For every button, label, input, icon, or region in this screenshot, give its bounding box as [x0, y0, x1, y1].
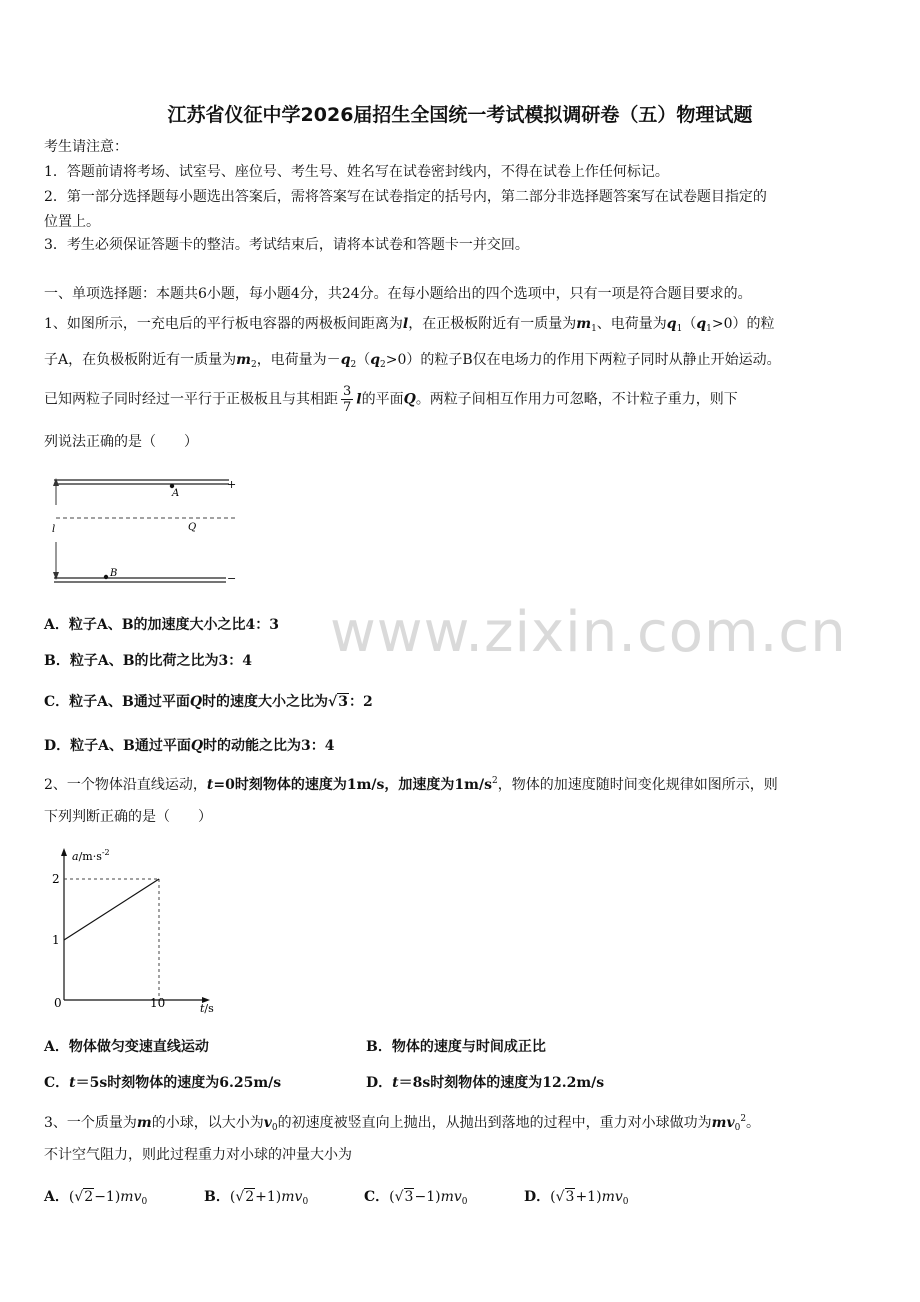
q3-line-1: 3、一个质量为m的小球，以大小为$v_0$的初速度被竖直向上抛出，从抛出到落地的过程中，重力对小球做功为$mv_0^2$。: [44, 1114, 761, 1133]
q1-line-3: 已知两粒子同时经过一平行于正极板且与其相距 $\frac{3}{7}$ l的平面Q。两粒子间相互作用力可忽略，不计粒子重力，则下: [44, 384, 738, 415]
x-tick-10: 10: [150, 996, 166, 1010]
x-axis-label: t/s: [200, 1002, 214, 1014]
q3-option-a: A．$(√2-1)mv_0$: [44, 1189, 148, 1207]
notice-item-3: 3．考生必须保证答题卡的整洁。考试结束后，请将本试卷和答题卡一并交回。: [44, 237, 529, 253]
y-tick-1: 1: [52, 933, 60, 947]
page-title: 江苏省仪征中学2026届招生全国统一考试模拟调研卷（五）物理试题: [167, 104, 753, 126]
x-tick-0: 0: [54, 996, 62, 1010]
watermark: www.zixin.com.cn: [330, 600, 847, 665]
q2-line-1: 2、一个物体沿直线运动，t=0时刻物体的速度为1m/s，加速度为$1m/s^2$，物体的加速度随时间变化规律如图所示，则: [44, 776, 778, 793]
plane-q-label: Q: [188, 522, 197, 533]
notice-item-2-cont: 位置上。: [44, 214, 100, 230]
particle-b: [104, 575, 108, 579]
q1-option-d: D．粒子A、B通过平面Q时的动能之比为3：4: [44, 738, 335, 754]
q1-option-a: A．粒子A、B的加速度大小之比4：3: [44, 617, 280, 633]
q2-option-d: D．t＝8s时刻物体的速度为12.2m/s: [366, 1075, 605, 1091]
q1-option-c: C．粒子A、B通过平面Q时的速度大小之比为√3：2: [44, 694, 373, 710]
q3-line-2: 不计空气阻力，则此过程重力对小球的冲量大小为: [44, 1147, 352, 1163]
particle-a-label: A: [172, 488, 180, 499]
q3-option-d: D．$(√3+1)mv_0$: [524, 1189, 629, 1207]
q1-line-1: 1、如图所示，一充电后的平行板电容器的两极板间距离为l，在正极板附近有一质量为$m_1$、电荷量为$q_1(q_1>0)$的粒: [44, 316, 775, 334]
q2-line-2: 下列判断正确的是（ ）: [44, 809, 212, 825]
plus-label: +: [227, 478, 237, 491]
q1-line-2: 子A，在负极板附近有一质量为$m_2$，电荷量为$-q_2(q_2>0)$的粒子B仅在电场力的作用下两粒子同时从静止开始运动。: [44, 352, 781, 370]
fraction-3-7: $\frac{3}{7}$: [343, 384, 352, 415]
capacitor-figure: [44, 470, 244, 590]
q2-option-a: A．物体做匀变速直线运动: [44, 1039, 209, 1055]
notice-item-2: 2．第一部分选择题每小题选出答案后，需将答案写在试卷指定的括号内，第二部分非选择题答案写在试卷题目指定的: [44, 189, 767, 205]
distance-label: l: [52, 524, 56, 535]
y-tick-2: 2: [52, 872, 60, 886]
section-heading: 一、单项选择题：本题共6小题，每小题4分，共24分。在每小题给出的四个选项中，只有一项是符合题目要求的。: [44, 286, 752, 302]
q2-option-c: C．t＝5s时刻物体的速度为6.25m/s: [44, 1075, 282, 1091]
q2-option-b: B．物体的速度与时间成正比: [366, 1039, 546, 1055]
minus-label: −: [227, 572, 237, 585]
q1-line-4: 列说法正确的是（ ）: [44, 434, 198, 450]
q3-option-c: C．$(√3-1)mv_0$: [364, 1189, 468, 1207]
q1-option-b: B．粒子A、B的比荷之比为3：4: [44, 653, 253, 669]
y-axis-label: $a/m\cdot s^{-2}$: [72, 848, 110, 863]
notice-heading: 考生请注意：: [44, 139, 128, 155]
acceleration-line: [64, 879, 159, 940]
q3-option-b: B．$(√2+1)mv_0$: [204, 1189, 309, 1207]
notice-item-1: 1．答题前请将考场、试室号、座位号、考生号、姓名写在试卷密封线内，不得在试卷上作任何标记。: [44, 164, 669, 180]
acceleration-time-graph: [44, 842, 234, 1014]
particle-b-label: B: [110, 568, 118, 579]
